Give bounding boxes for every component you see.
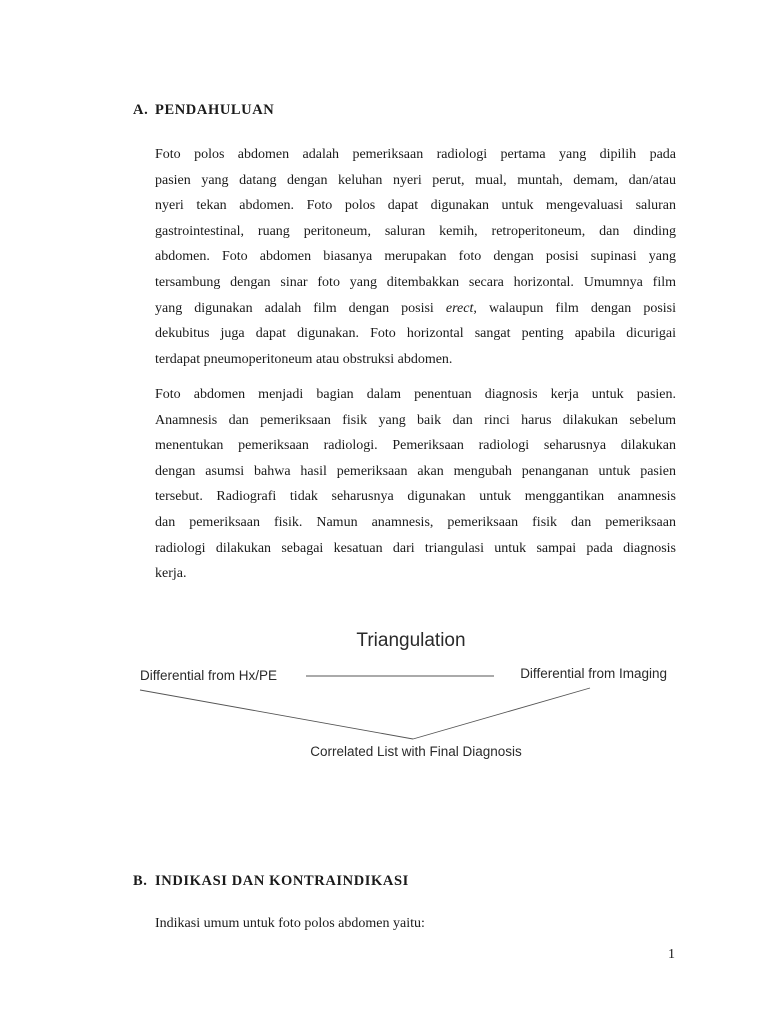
paragraph-line: dengan asumsi bahwa hasil pemeriksaan akan mengubah penanganan untuk pasien bbox=[155, 463, 676, 479]
section-a-number: A. bbox=[133, 102, 149, 118]
diagram-left-label: Differential from Hx/PE bbox=[140, 668, 278, 683]
paragraph-line: kerja. bbox=[155, 566, 187, 582]
paragraph-line: pasien yang datang dengan keluhan nyeri perut, mual, muntah, demam, dan/atau bbox=[155, 172, 676, 188]
paragraph-line: radiologi dilakukan sebagai kesatuan dari triangulasi untuk sampai pada diagnosis bbox=[155, 540, 676, 556]
paragraph-line: Foto polos abdomen adalah pemeriksaan radiologi pertama yang dipilih pada bbox=[155, 147, 676, 162]
page-number: 1 bbox=[668, 947, 675, 962]
paragraph-line: Anamnesis dan pemeriksaan fisik yang baik dan rinci harus dilakukan sebelum bbox=[155, 412, 676, 428]
paragraph-line: dekubitus juga dapat digunakan. Foto horizontal sangat penting apabila dicurigai bbox=[155, 326, 676, 342]
paragraph-line-with-italic bbox=[155, 296, 676, 322]
paragraph-intro bbox=[155, 142, 676, 372]
paragraph-line: menentukan pemeriksaan radiologi. Pemeriksaan radiologi seharusnya dilakukan bbox=[155, 438, 676, 454]
paragraph-line: nyeri tekan abdomen. Foto polos dapat digunakan untuk mengevaluasi saluran bbox=[155, 198, 676, 214]
paragraph-text: yang digunakan adalah film dengan posisi bbox=[155, 300, 434, 316]
paragraph-line: abdomen. Foto abdomen biasanya merupakan foto dengan posisi supinasi yang bbox=[155, 249, 676, 265]
diagram-right-label: Differential from Imaging bbox=[520, 666, 667, 681]
paragraph-indications bbox=[155, 911, 676, 937]
paragraph-line: terdapat pneumoperitoneum atau obstruksi abdomen. bbox=[155, 351, 453, 367]
section-b-heading bbox=[133, 873, 409, 890]
diagram-left-diagonal bbox=[140, 690, 413, 739]
paragraph-line: tersebut. Radiografi tidak seharusnya digunakan untuk menggantikan anamnesis bbox=[155, 489, 676, 505]
paragraph-text: , walaupun film dengan posisi bbox=[473, 300, 676, 316]
diagram-right-diagonal bbox=[413, 688, 590, 739]
paragraph-line: Indikasi umum untuk foto polos abdomen yaitu: bbox=[155, 916, 425, 931]
paragraph-line: gastrointestinal, ruang peritoneum, saluran kemih, retroperitoneum, dan dinding bbox=[155, 223, 676, 239]
paragraph-line: dan pemeriksaan fisik. Namun anamnesis, pemeriksaan fisik dan pemeriksaan bbox=[155, 514, 676, 530]
diagram-title: Triangulation bbox=[356, 630, 466, 651]
section-b-number: B. bbox=[133, 873, 148, 889]
section-a-heading bbox=[133, 102, 274, 119]
paragraph-line: tersambung dengan sinar foto yang ditembakkan secara horizontal. Umumnya film bbox=[155, 274, 676, 290]
paragraph-diagnosis bbox=[155, 382, 676, 587]
section-a-title: PENDAHULUAN bbox=[155, 102, 275, 118]
italic-term-erect: erect bbox=[445, 300, 474, 316]
triangulation-diagram bbox=[130, 620, 690, 770]
section-b-title: INDIKASI DAN KONTRAINDIKASI bbox=[155, 873, 409, 889]
diagram-bottom-label: Correlated List with Final Diagnosis bbox=[310, 744, 522, 759]
paragraph-line: Foto abdomen menjadi bagian dalam penentuan diagnosis kerja untuk pasien. bbox=[155, 387, 676, 402]
